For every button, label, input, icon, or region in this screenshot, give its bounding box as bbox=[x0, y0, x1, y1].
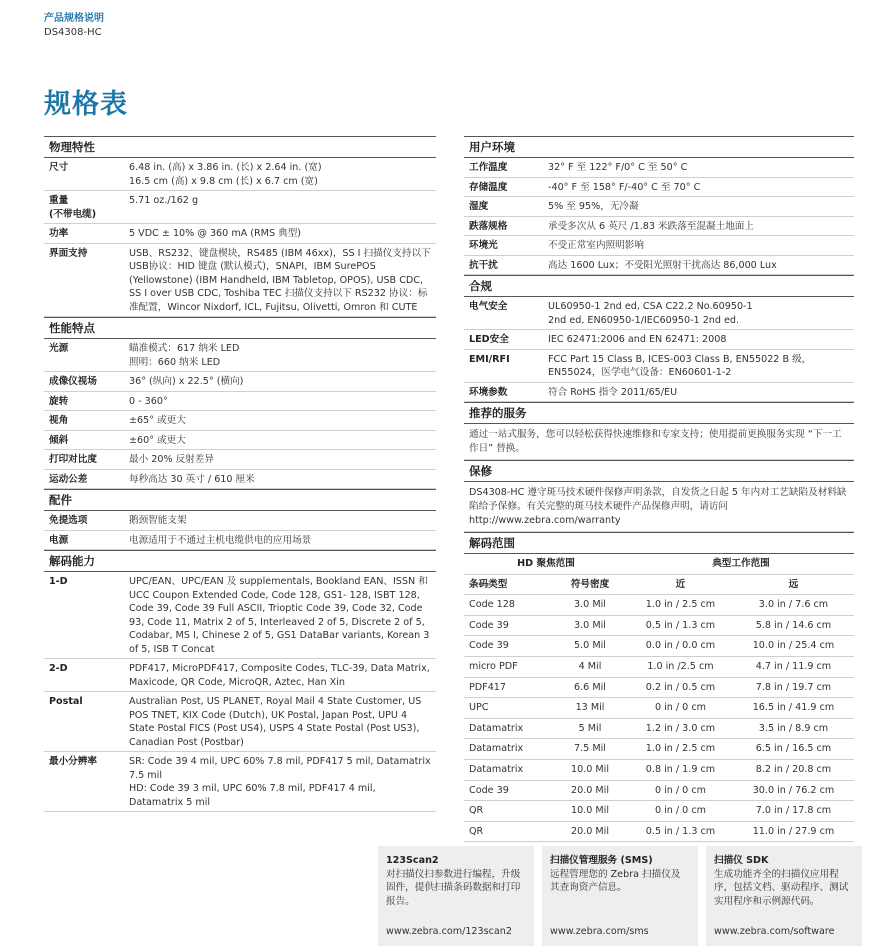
spec-label: 抗干扰 bbox=[469, 259, 498, 271]
spec-label: 重量 (不带电缆) bbox=[49, 195, 97, 220]
spec-row bbox=[44, 531, 436, 551]
section-heading-decode: 解码能力 bbox=[44, 550, 436, 572]
spec-label: LED安全 bbox=[469, 334, 509, 345]
spec-label: EMI/RFI bbox=[469, 353, 510, 365]
section-heading-warranty: 保修 bbox=[464, 460, 854, 482]
warranty-text: DS4308-HC 遵守斑马技术硬件保修声明条款，自发货之日起 5 年内对工艺缺陷及材料缺陷给予保修。有关完整的斑马技术硬件产品保修声明，请访问 http://www.zebra.com/warranty bbox=[464, 482, 854, 532]
cell-far: 3.5 in / 8.9 cm bbox=[733, 718, 854, 739]
spec-label: 环境光 bbox=[469, 240, 498, 251]
spec-row bbox=[464, 330, 854, 350]
cell-density: 10.0 Mil bbox=[552, 759, 628, 780]
spec-row bbox=[44, 392, 436, 412]
resource-card bbox=[542, 846, 698, 946]
spec-value: 36° (纵向) x 22.5° (横向) bbox=[129, 376, 244, 387]
spec-row bbox=[464, 297, 854, 330]
resource-desc: 生成功能齐全的扫描仪应用程序，包括文档、驱动程序、测试实用程序和示例源代码。 bbox=[714, 868, 849, 907]
spec-label: 电气安全 bbox=[469, 301, 508, 312]
cell-density: 13 Mil bbox=[552, 698, 628, 719]
left-column bbox=[44, 136, 436, 812]
spec-label: 倾斜 bbox=[49, 434, 69, 446]
spec-row bbox=[44, 752, 436, 812]
cell-near: 1.0 in / 2.5 cm bbox=[628, 595, 733, 616]
table-row bbox=[464, 739, 854, 760]
performance-rows bbox=[44, 339, 436, 489]
cell-barcode-type: Datamatrix bbox=[464, 718, 552, 739]
spec-row bbox=[464, 350, 854, 383]
section-heading-environment: 用户环境 bbox=[464, 136, 854, 158]
table-row bbox=[464, 780, 854, 801]
section-heading-services: 推荐的服务 bbox=[464, 402, 854, 424]
spec-value: ±60° 或更大 bbox=[129, 434, 186, 446]
spec-label: 电源 bbox=[49, 534, 69, 546]
cell-density: 6.6 Mil bbox=[552, 677, 628, 698]
cell-barcode-type: Datamatrix bbox=[464, 759, 552, 780]
environment-rows bbox=[464, 158, 854, 275]
spec-row bbox=[44, 244, 436, 318]
spec-value: USB、RS232、键盘楔块，RS485 (IBM 46xx)，SS I 扫描仪支持以下USB协议：HID 键盘 (默认模式)，SNAPI，IBM SurePOS (Yellowstone) (IBM Handheld, IBM Tabletop, OPOS), USB CDC, SS I over USB CDC, Toshiba TEC 扫描仪支持以下 RS232 协议：标准配置，Wincor Nixdorf, ICL, Fujitsu, Olivetti, Omron 和 CUTE bbox=[129, 247, 431, 313]
table-row bbox=[464, 595, 854, 616]
spec-value: 电源适用于不通过主机电缆供电的应用场景 bbox=[129, 534, 312, 546]
spec-label: 存储温度 bbox=[469, 181, 508, 193]
spec-value: -40° F 至 158° F/-40° C 至 70° C bbox=[548, 181, 701, 193]
spec-label: 成像仪视场 bbox=[49, 376, 97, 387]
spec-value: 5% 至 95%，无冷凝 bbox=[548, 201, 639, 212]
spec-row bbox=[464, 178, 854, 198]
spec-value: 瞄准模式：617 纳米 LED 照明：660 纳米 LED bbox=[129, 343, 240, 368]
cell-density: 7.5 Mil bbox=[552, 739, 628, 760]
spec-value: UPC/EAN、UPC/EAN 及 supplementals, Bookland EAN、ISSN 和 UCC Coupon Extended Code, Code 128, GS1- 128, ISBT 128, Code 39, Code 39 Full ASCII, Trioptic Code 39, Code 32, Code 93, Code 11, Matrix 2 of 5, Interleaved 2 of 5, Discrete 2 of 5, Codabar, MS I, Chinese 2 of 5, GS1 DataBar variants, Korean 3 of 5, ISB T Concat bbox=[129, 576, 430, 655]
table-row bbox=[464, 718, 854, 739]
range-body bbox=[464, 595, 854, 842]
section-heading-ranges: 解码范围 bbox=[464, 532, 854, 554]
spec-value: 符合 RoHS 指令 2011/65/EU bbox=[548, 386, 678, 398]
spec-label: 功率 bbox=[49, 228, 69, 239]
col-header-near: 近 bbox=[628, 574, 733, 595]
cell-barcode-type: micro PDF bbox=[464, 656, 552, 677]
spec-label: Postal bbox=[49, 696, 83, 707]
physical-rows bbox=[44, 158, 436, 317]
spec-row bbox=[44, 224, 436, 244]
spec-value: 5 VDC ± 10% @ 360 mA (RMS 典型) bbox=[129, 228, 302, 239]
spec-label: 工作温度 bbox=[469, 162, 508, 173]
spec-label: 旋转 bbox=[49, 395, 69, 407]
spec-row bbox=[464, 236, 854, 256]
spec-row bbox=[44, 659, 436, 692]
cell-near: 0 in / 0 cm bbox=[628, 698, 733, 719]
cell-density: 10.0 Mil bbox=[552, 801, 628, 822]
cell-near: 1.0 in /2.5 cm bbox=[628, 656, 733, 677]
col-header-type: 条码类型 bbox=[464, 574, 552, 595]
cell-far: 7.8 in / 19.7 cm bbox=[733, 677, 854, 698]
spec-label: 尺寸 bbox=[49, 162, 69, 173]
spec-row bbox=[464, 256, 854, 276]
spec-row bbox=[44, 431, 436, 451]
spec-row bbox=[44, 339, 436, 372]
cell-density: 5.0 Mil bbox=[552, 636, 628, 657]
table-row bbox=[464, 636, 854, 657]
cell-near: 1.2 in / 3.0 cm bbox=[628, 718, 733, 739]
spec-label: 2-D bbox=[49, 663, 68, 674]
table-row bbox=[464, 677, 854, 698]
spec-value: FCC Part 15 Class B, ICES-003 Class B, EN55022 B 级，EN55024，医学电气设备：EN60601-1-2 bbox=[548, 353, 812, 378]
group-header-hd: HD 聚焦范围 bbox=[464, 554, 628, 574]
cell-density: 20.0 Mil bbox=[552, 780, 628, 801]
spec-value: Australian Post, US PLANET, Royal Mail 4 State Customer, US POS TNET, KIX Code (Dutch), UK Postal, Japan Post, UPU 4 State Postal FICS (Post US4), USPS 4 State Postal (Post US3), Canadian Post (Postbar) bbox=[129, 696, 422, 748]
spec-value: 不受正常室内照明影响 bbox=[548, 240, 644, 251]
cell-near: 0.0 in / 0.0 cm bbox=[628, 636, 733, 657]
cell-near: 0.8 in / 1.9 cm bbox=[628, 759, 733, 780]
cell-far: 6.5 in / 16.5 cm bbox=[733, 739, 854, 760]
resource-link[interactable]: www.zebra.com/123scan2 bbox=[386, 925, 512, 937]
decode-range-table bbox=[464, 554, 854, 842]
cell-barcode-type: QR bbox=[464, 821, 552, 842]
spec-value: 6.48 in. (高) x 3.86 in. (长) x 2.64 in. (宽) 16.5 cm (高) x 9.8 cm (长) x 6.7 cm (宽) bbox=[129, 162, 322, 187]
col-header-far: 远 bbox=[733, 574, 854, 595]
cell-far: 5.8 in / 14.6 cm bbox=[733, 615, 854, 636]
spec-label: 光源 bbox=[49, 343, 69, 354]
cell-far: 4.7 in / 11.9 cm bbox=[733, 656, 854, 677]
decode-rows bbox=[44, 572, 436, 812]
cell-barcode-type: PDF417 bbox=[464, 677, 552, 698]
col-header-density: 符号密度 bbox=[552, 574, 628, 595]
spec-label: 最小分辨率 bbox=[49, 756, 97, 767]
spec-row bbox=[464, 197, 854, 217]
table-row bbox=[464, 615, 854, 636]
section-heading-physical: 物理特性 bbox=[44, 136, 436, 158]
footer-resources bbox=[378, 846, 862, 946]
doc-header bbox=[44, 12, 104, 40]
spec-value: 承受多次从 6 英尺 /1.83 米跌落至混凝土地面上 bbox=[548, 220, 754, 232]
right-column bbox=[464, 136, 854, 842]
spec-value: 鹅颈智能支架 bbox=[129, 515, 187, 526]
accessories-rows bbox=[44, 511, 436, 550]
cell-far: 3.0 in / 7.6 cm bbox=[733, 595, 854, 616]
cell-far: 11.0 in / 27.9 cm bbox=[733, 821, 854, 842]
cell-near: 0 in / 0 cm bbox=[628, 801, 733, 822]
section-heading-accessories: 配件 bbox=[44, 489, 436, 511]
spec-row bbox=[464, 217, 854, 237]
spec-label: 视角 bbox=[49, 415, 69, 426]
spec-label: 1-D bbox=[49, 576, 68, 587]
cell-near: 1.0 in / 2.5 cm bbox=[628, 739, 733, 760]
table-row bbox=[464, 656, 854, 677]
spec-row bbox=[464, 158, 854, 178]
spec-value: 最小 20% 反射差异 bbox=[129, 454, 214, 465]
spec-value: ±65° 或更大 bbox=[129, 415, 186, 426]
cell-barcode-type: Code 39 bbox=[464, 615, 552, 636]
spec-row bbox=[44, 158, 436, 191]
spec-label: 免提选项 bbox=[49, 515, 88, 526]
table-row bbox=[464, 801, 854, 822]
page-title: 规格表 bbox=[44, 89, 128, 120]
cell-density: 20.0 Mil bbox=[552, 821, 628, 842]
spec-row bbox=[44, 572, 436, 659]
spec-value: 高达 1600 Lux；不受阳光照射干扰高达 86,000 Lux bbox=[548, 259, 777, 271]
spec-row bbox=[44, 450, 436, 470]
table-row bbox=[464, 821, 854, 842]
cell-far: 30.0 in / 76.2 cm bbox=[733, 780, 854, 801]
spec-label: 湿度 bbox=[469, 201, 489, 212]
cell-barcode-type: QR bbox=[464, 801, 552, 822]
compliance-rows bbox=[464, 297, 854, 402]
spec-value: 每秒高达 30 英寸 / 610 厘米 bbox=[129, 473, 255, 485]
spec-row bbox=[44, 692, 436, 752]
spec-value: PDF417, MicroPDF417, Composite Codes, TLC-39, Data Matrix, Maxicode, QR Code, MicroQR, Aztec, Han Xin bbox=[129, 663, 430, 688]
spec-label: 打印对比度 bbox=[49, 454, 97, 465]
spec-label: 运动公差 bbox=[49, 473, 88, 485]
table-row bbox=[464, 759, 854, 780]
cell-far: 16.5 in / 41.9 cm bbox=[733, 698, 854, 719]
cell-far: 7.0 in / 17.8 cm bbox=[733, 801, 854, 822]
spec-row bbox=[464, 383, 854, 403]
spec-value: SR: Code 39 4 mil, UPC 60% 7.8 mil, PDF417 5 mil, Datamatrix 7.5 mil HD: Code 39 3 mil, UPC 60% 7.8 mil, PDF417 4 mil, Datamatrix 5 mil bbox=[129, 756, 431, 808]
cell-barcode-type: Datamatrix bbox=[464, 739, 552, 760]
group-header-typical: 典型工作范围 bbox=[628, 554, 854, 574]
resource-card bbox=[706, 846, 862, 946]
spec-value: IEC 62471:2006 and EN 62471: 2008 bbox=[548, 334, 727, 345]
cell-density: 3.0 Mil bbox=[552, 595, 628, 616]
resource-title: 123Scan2 bbox=[386, 855, 439, 866]
cell-barcode-type: Code 128 bbox=[464, 595, 552, 616]
spec-label: 界面支持 bbox=[49, 247, 88, 259]
cell-far: 10.0 in / 25.4 cm bbox=[733, 636, 854, 657]
section-heading-compliance: 合规 bbox=[464, 275, 854, 297]
cell-density: 5 Mil bbox=[552, 718, 628, 739]
cell-far: 8.2 in / 20.8 cm bbox=[733, 759, 854, 780]
cell-near: 0.2 in / 0.5 cm bbox=[628, 677, 733, 698]
spec-row bbox=[44, 470, 436, 490]
services-text: 通过一站式服务，您可以轻松获得快速维修和专家支持；使用提前更换服务实现 “下一工作日” 替换。 bbox=[464, 424, 854, 460]
cell-barcode-type: UPC bbox=[464, 698, 552, 719]
spec-label: 环境参数 bbox=[469, 386, 508, 398]
resource-desc: 对扫描仪扫参数进行编程，升级固件，提供扫描条码数据和打印报告。 bbox=[386, 868, 521, 907]
doc-category: 产品规格说明 bbox=[44, 13, 104, 24]
spec-value: 0 - 360° bbox=[129, 395, 168, 407]
spec-value: UL60950-1 2nd ed, CSA C22.2 No.60950-1 2nd ed, EN60950-1/IEC60950-1 2nd ed. bbox=[548, 301, 753, 326]
resource-card bbox=[378, 846, 534, 946]
spec-value: 5.71 oz./162 g bbox=[129, 195, 199, 206]
resource-title: 扫描仪 SDK bbox=[714, 855, 769, 866]
resource-desc: 远程管理您的 Zebra 扫描仪及其查询资产信息。 bbox=[550, 868, 681, 893]
section-heading-performance: 性能特点 bbox=[44, 317, 436, 339]
doc-model: DS4308-HC bbox=[44, 27, 102, 38]
table-row bbox=[464, 698, 854, 719]
resource-title: 扫描仪管理服务 (SMS) bbox=[550, 855, 653, 866]
resource-link[interactable]: www.zebra.com/software bbox=[714, 925, 835, 937]
cell-density: 4 Mil bbox=[552, 656, 628, 677]
cell-barcode-type: Code 39 bbox=[464, 636, 552, 657]
spec-row bbox=[44, 511, 436, 531]
cell-barcode-type: Code 39 bbox=[464, 780, 552, 801]
resource-link[interactable]: www.zebra.com/sms bbox=[550, 925, 649, 937]
spec-row bbox=[44, 191, 436, 224]
cell-near: 0.5 in / 1.3 cm bbox=[628, 821, 733, 842]
spec-row bbox=[44, 372, 436, 392]
cell-density: 3.0 Mil bbox=[552, 615, 628, 636]
spec-row bbox=[44, 411, 436, 431]
cell-near: 0.5 in / 1.3 cm bbox=[628, 615, 733, 636]
spec-label: 跌落规格 bbox=[469, 220, 508, 232]
cell-near: 0 in / 0 cm bbox=[628, 780, 733, 801]
spec-value: 32° F 至 122° F/0° C 至 50° C bbox=[548, 162, 688, 173]
